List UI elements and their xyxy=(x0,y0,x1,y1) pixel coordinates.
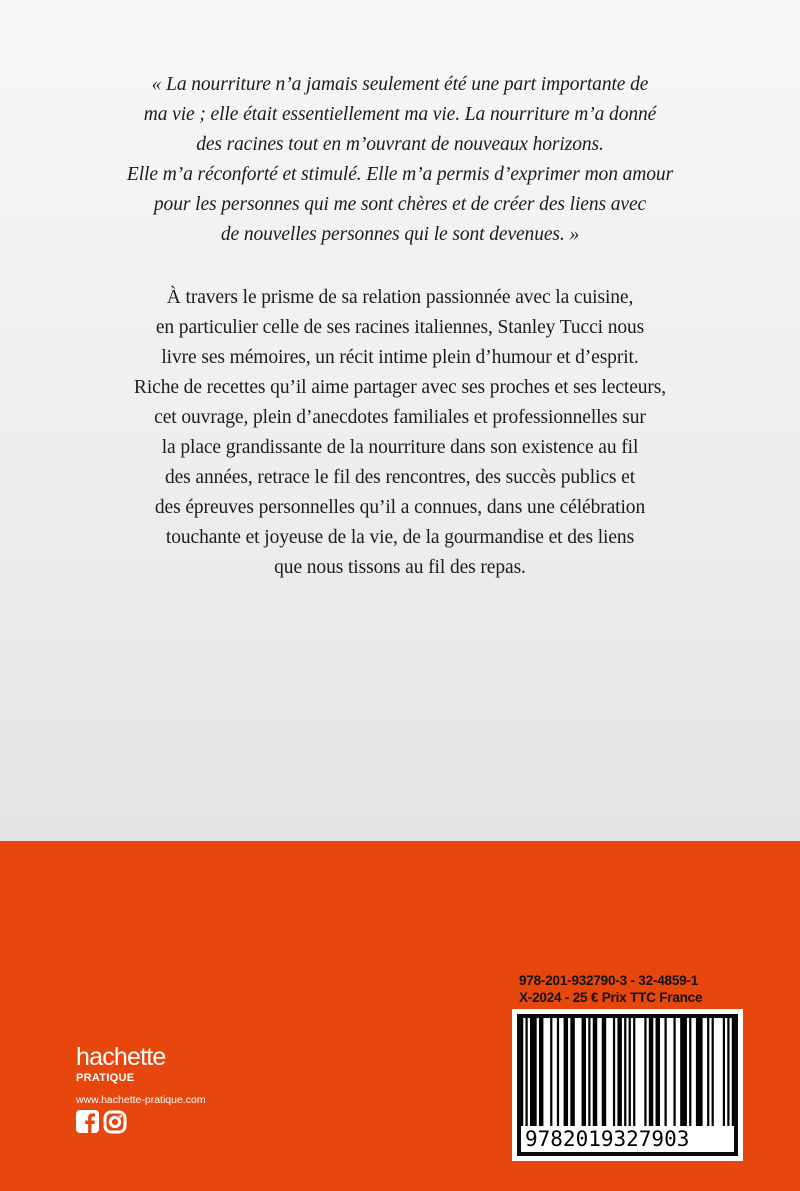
description-line: la place grandissante de la nourriture dans son existence au fil xyxy=(161,437,639,458)
description-line: en particulier celle de ses racines italiennes, Stanley Tucci nous xyxy=(155,317,645,338)
publisher-logo: hachette xyxy=(76,1043,166,1071)
isbn-line: 978-201-932790-3 - 32-4859-1 xyxy=(519,973,699,988)
quote-line: ma vie ; elle était essentiellement ma vie. La nourriture m’a donné xyxy=(143,104,657,125)
quote-line: « La nourriture n’a jamais seulement été une part importante de xyxy=(151,74,649,95)
author-quote xyxy=(100,70,700,250)
book-description xyxy=(100,283,700,583)
barcode-bar xyxy=(656,1018,660,1126)
description-line: livre ses mémoires, un récit intime plein d’humour et d’esprit. xyxy=(161,347,639,368)
barcode-bar xyxy=(633,1018,635,1126)
barcode-bar xyxy=(557,1018,559,1126)
barcode-bar xyxy=(525,1018,527,1126)
instagram-icon[interactable] xyxy=(103,1110,127,1134)
barcode-bar xyxy=(588,1018,590,1126)
barcode-bar xyxy=(613,1018,615,1126)
barcode-bar xyxy=(696,1018,703,1126)
barcode-bar xyxy=(570,1018,574,1126)
barcode xyxy=(512,1009,743,1161)
barcode-bar xyxy=(689,1018,691,1126)
description-line: cet ouvrage, plein d’anecdotes familiales et professionnelles sur xyxy=(154,407,646,428)
description-line: que nous tissons au fil des repas. xyxy=(274,557,526,578)
publisher-url[interactable]: www.hachette-pratique.com xyxy=(76,1094,206,1106)
barcode-bar xyxy=(644,1018,646,1126)
barcode-bar xyxy=(680,1018,687,1126)
social-icons xyxy=(76,1110,127,1134)
description-line: À travers le prisme de sa relation passionnée avec la cuisine, xyxy=(166,287,634,308)
barcode-bar xyxy=(521,1018,523,1126)
facebook-icon[interactable] xyxy=(76,1110,99,1134)
barcode-digits: 9782019327903 xyxy=(525,1127,690,1151)
publisher-collection: PRATIQUE xyxy=(76,1072,135,1084)
quote-line: Elle m’a réconforté et stimulé. Elle m’a permis d’exprimer mon amour xyxy=(126,164,674,185)
price-line: X-2024 - 25 € Prix TTC France xyxy=(519,990,703,1005)
description-line: touchante et joyeuse de la vie, de la gourmandise et des liens xyxy=(165,527,635,548)
barcode-bar xyxy=(530,1018,537,1126)
barcode-bar xyxy=(593,1018,597,1126)
barcode-bar xyxy=(624,1018,626,1126)
barcode-bar xyxy=(732,1018,734,1126)
barcode-bar xyxy=(602,1018,606,1126)
barcode-inner xyxy=(521,1018,734,1152)
quote-line: de nouvelles personnes qui le sont devenues. » xyxy=(220,224,580,245)
barcode-frame xyxy=(517,1014,738,1156)
barcode-bar xyxy=(550,1018,552,1126)
barcode-bar xyxy=(673,1018,675,1126)
description-line: Riche de recettes qu’il aime partager avec ses proches et ses lecteurs, xyxy=(133,377,667,398)
barcode-bars xyxy=(521,1018,734,1126)
barcode-bar xyxy=(617,1018,621,1126)
barcode-bar xyxy=(564,1018,568,1126)
barcode-bar xyxy=(539,1018,543,1126)
isbn-text xyxy=(519,972,737,1006)
barcode-bar xyxy=(582,1018,586,1126)
quote-line: des racines tout en m’ouvrant de nouveaux horizons. xyxy=(196,134,604,155)
description-line: des années, retrace le fil des rencontres, des succès publics et xyxy=(164,467,636,488)
description-line: des épreuves personnelles qu’il a connues, dans une célébration xyxy=(154,497,646,518)
barcode-bar xyxy=(707,1018,709,1126)
quote-line: pour les personnes qui me sont chères et de créer des liens avec xyxy=(153,194,647,215)
barcode-bar xyxy=(629,1018,631,1126)
barcode-bar xyxy=(712,1018,714,1126)
barcode-bar xyxy=(723,1018,725,1126)
barcode-bar xyxy=(664,1018,666,1126)
barcode-bar xyxy=(649,1018,653,1126)
barcode-bar xyxy=(727,1018,729,1126)
publisher-block xyxy=(76,1043,206,1107)
